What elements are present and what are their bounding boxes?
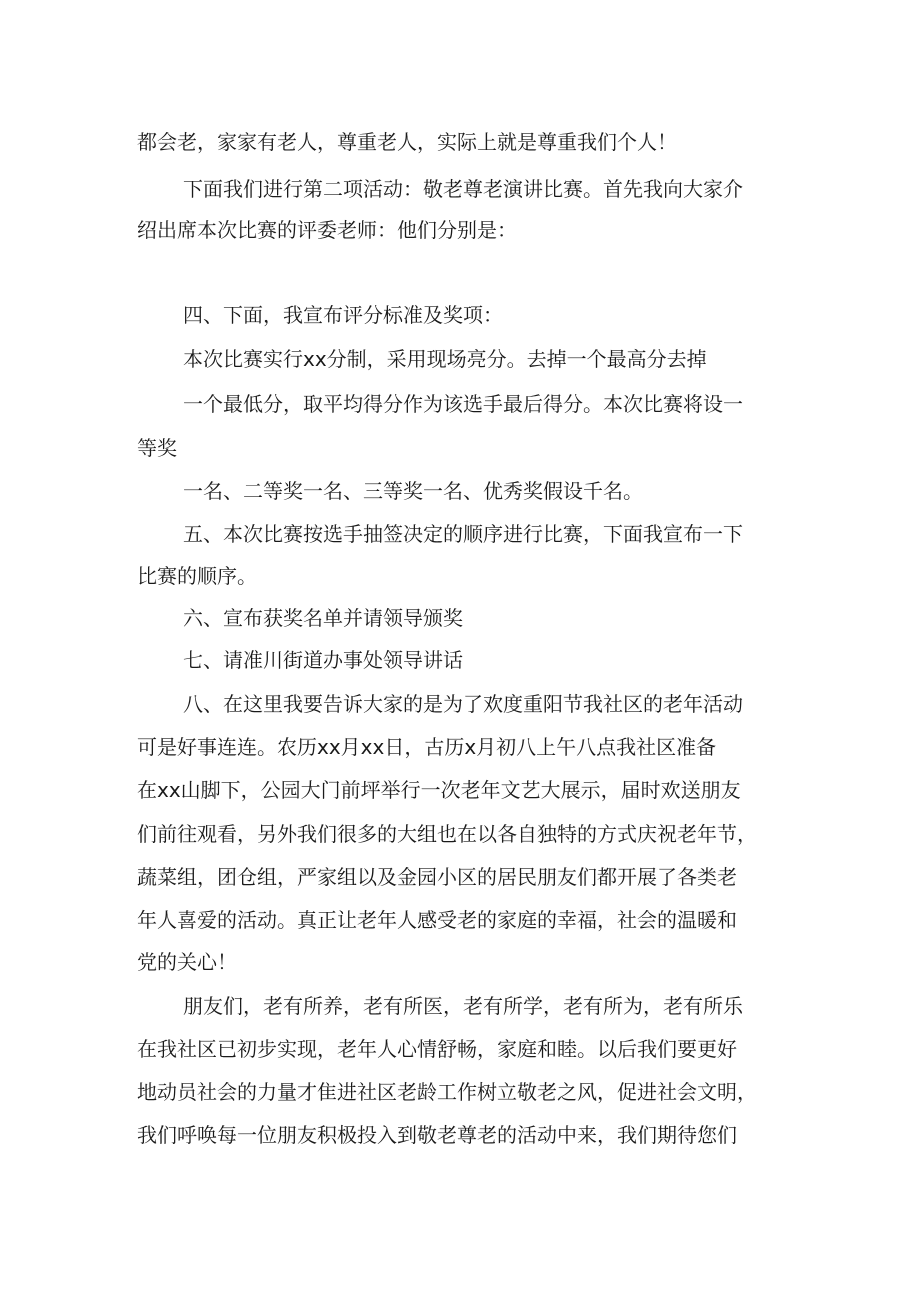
text-line: 在我社区已初步实现，老年人心情舒畅，家庭和睦。以后我们要更好 (137, 1037, 737, 1061)
text-line: 朋友们，老有所养，老有所医，老有所学，老有所为，老有所乐 (183, 994, 743, 1018)
text-line: 六、宣布获奖名单并请领导颁奖 (183, 606, 463, 630)
text-line: 七、请准川街道办事处领导讲话 (183, 648, 463, 672)
text-line: 下面我们进行第二项活动：敬老尊老演讲比赛。首先我向大家介 (183, 177, 743, 201)
text-line: 们前往观看，另外我们很多的大组也在以各自独特的方式庆祝老年节， (137, 822, 757, 846)
text-line: 比赛的顺序。 (137, 564, 257, 588)
text-line: 蔬菜组，团仓组，严家组以及金园小区的居民朋友们都开展了各类老 (137, 865, 737, 889)
text-line: 本次比赛实行xx分制，采用现场亮分。去掉一个最高分去掉 (183, 347, 707, 371)
text-line: 我们呼唤每一位朋友积极投入到敬老尊老的活动中来，我们期待您们 (137, 1123, 737, 1147)
text-line: 在xx山脚下，公园大门前坪举行一次老年文艺大展示，届时欢送朋友 (137, 778, 741, 802)
text-line: 地动员社会的力量才隹进社区老龄工作树立敬老之风，促进社会文明， (137, 1080, 757, 1104)
text-line: 五、本次比赛按选手抽签决定的顺序进行比赛，下面我宣布一下 (183, 522, 743, 546)
text-line: 一个最低分，取平均得分作为该选手最后得分。本次比赛将设一 (183, 392, 743, 416)
text-line: 一名、二等奖一名、三等奖一名、优秀奖假设千名。 (183, 479, 643, 503)
text-line: 绍出席本次比赛的评委老师：他们分别是： (137, 218, 517, 242)
text-line: 党的关心！ (137, 950, 237, 974)
text-line: 等奖 (137, 436, 177, 460)
text-line: 都会老，家家有老人，尊重老人，实际上就是尊重我们个人！ (137, 130, 677, 154)
text-line: 八、在这里我要告诉大家的是为了欢度重阳节我社区的老年活动 (183, 692, 743, 716)
text-line: 年人喜爱的活动。真正让老年人感受老的家庭的幸福，社会的温暖和 (137, 908, 737, 932)
text-line: 四、下面，我宣布评分标准及奖项： (183, 303, 503, 327)
text-line: 可是好事连连。农历xx月xx日，古历x月初八上午八点我社区准备 (137, 735, 717, 759)
